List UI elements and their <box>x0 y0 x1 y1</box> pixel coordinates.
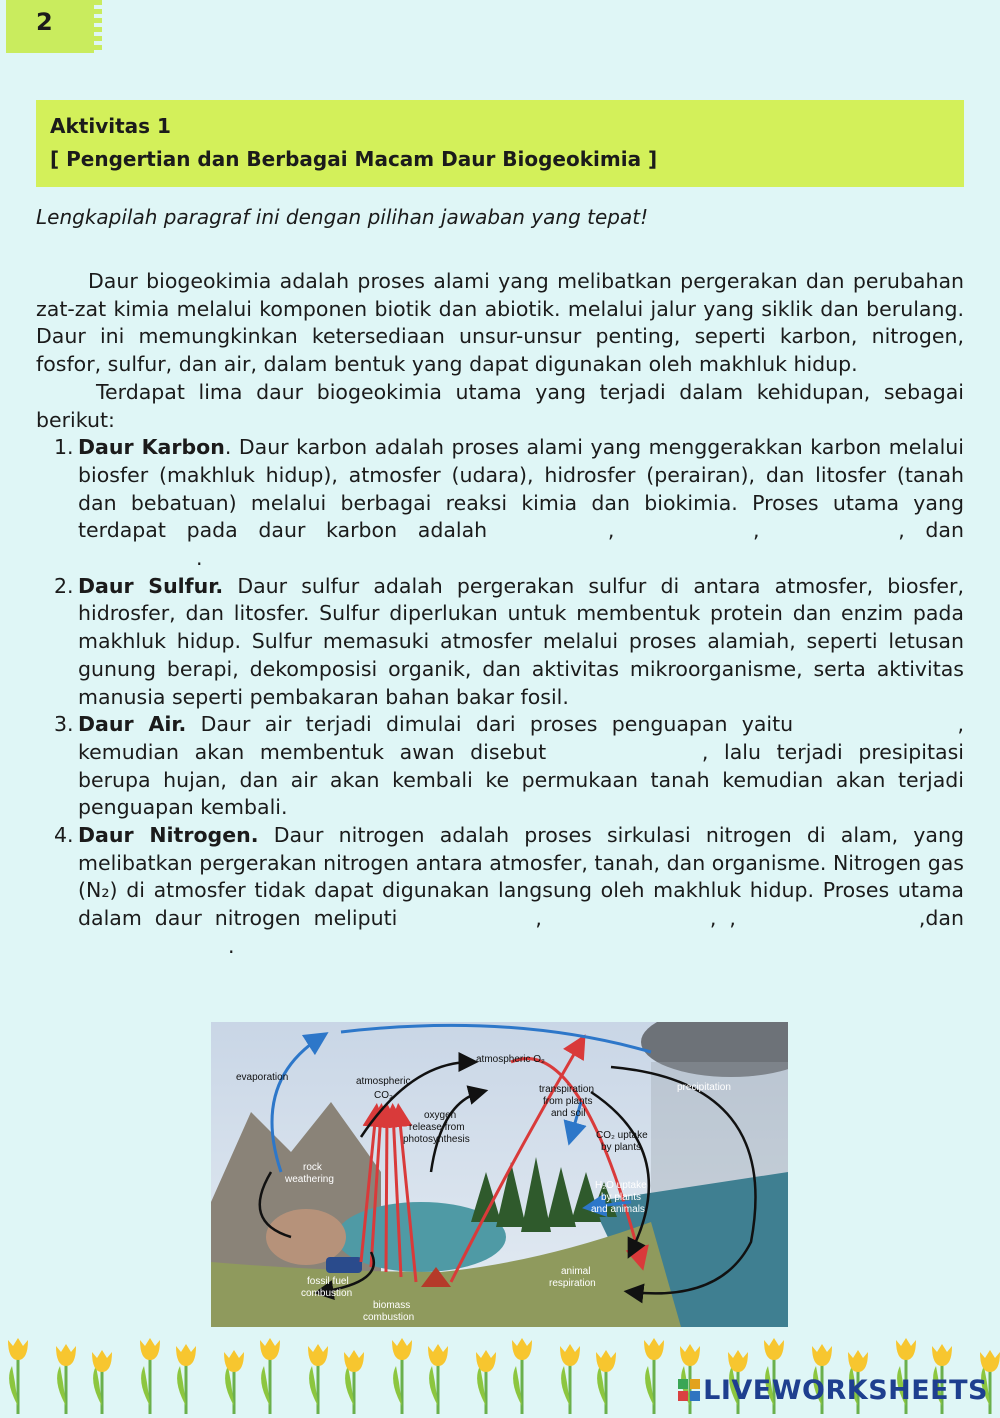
liveworksheets-icon <box>678 1379 700 1401</box>
activity-header <box>36 100 964 187</box>
label-animal-2: respiration <box>549 1278 596 1289</box>
paragraph-list-intro: Terdapat lima daur biogeokimia utama yang terjadi dalam kehidupan, sebagai berikut: <box>36 379 964 432</box>
label-oxygen-1: oxygen <box>424 1110 457 1121</box>
label-co2-uptake-2: by plants <box>601 1142 642 1153</box>
label-fossil-1: fossil fuel <box>307 1276 349 1287</box>
brand-text: LIVEWORKSHEETS <box>703 1375 988 1406</box>
activity-title: Aktivitas 1 <box>50 114 171 138</box>
item-punct: . <box>196 546 203 571</box>
label-atmospheric-o2: atmospheric O₂ <box>476 1054 545 1065</box>
item-number: 1. <box>54 435 74 460</box>
tulip-flower <box>260 1338 280 1360</box>
label-atmospheric-co2: atmospheric <box>356 1076 411 1087</box>
cycle-list <box>36 434 964 960</box>
liveworksheets-logo <box>678 1375 988 1406</box>
carbon-cycle-diagram <box>211 1022 788 1327</box>
item-text: Daur air terjadi dimulai dari proses penguapan yaitu <box>186 712 794 737</box>
label-h2o-1: H₂O uptake <box>595 1180 647 1191</box>
activity-subtitle: [ Pengertian dan Berbagai Macam Daur Biogeokimia ] <box>50 147 658 171</box>
label-co2-uptake-1: CO₂ uptake <box>596 1130 648 1141</box>
tulip-flower <box>392 1338 412 1360</box>
paragraph-intro: Daur biogeokimia adalah proses alami yang melibatkan pergerakan dan perubahan zat-zat kimia melalui komponen biotik dan abiotik. melalui jalur yang siklik dan berulang. Daur ini memungkinkan ketersediaan unsur-unsur penting, seperti karbon, nitrogen, fosfor, sulfur, dan air, dalam bentuk yang dapat digunakan oleh makhluk hidup. <box>36 269 964 377</box>
item-title: Daur Nitrogen. <box>78 823 259 848</box>
item-number: 2. <box>54 573 74 598</box>
page-number: 2 <box>36 8 53 36</box>
tulip-flower <box>680 1344 700 1366</box>
label-animal-1: animal <box>561 1266 591 1277</box>
tulip-flower <box>560 1344 580 1366</box>
item-punct: , <box>753 518 760 543</box>
label-transpiration-2: from plants <box>543 1096 593 1107</box>
label-h2o-3: and animals <box>591 1204 645 1215</box>
list-item-water <box>36 711 964 822</box>
car <box>326 1257 362 1273</box>
body-text <box>36 268 964 961</box>
tulip-flower <box>812 1344 832 1366</box>
item-punct: , <box>607 518 615 543</box>
item-punct: ,dan <box>918 906 964 931</box>
tulip-flower <box>56 1344 76 1366</box>
label-biomass-2: combustion <box>363 1312 415 1323</box>
item-punct: , <box>709 906 717 931</box>
item-text: . Daur karbon adalah proses alami yang menggerakkan karbon melalui biosfer (makhluk hidup), atmosfer (udara), hidrosfer (perairan), dan litosfer (tanah dan bebatuan) melalui berbagai reaksi kimia dan biokimia. Proses utama yang terdapat pada daur karbon adalah <box>78 435 964 543</box>
item-text: Daur nitrogen adalah proses sirkulasi nitrogen di alam, yang melibatkan pergerakan nitrogen antara atmosfer, tanah, dan organisme. Nitrogen gas (N₂) di atmosfer tidak dapat digunakan langsung oleh makhluk hidup. Proses utama dalam daur nitrogen meliputi <box>78 823 964 931</box>
label-fossil-2: combustion <box>301 1288 353 1299</box>
item-punct: , <box>729 906 736 931</box>
tulip-flower <box>8 1338 28 1360</box>
tulip-flower <box>896 1338 916 1360</box>
item-punct: , dan <box>898 518 964 543</box>
label-oxygen-2: release from <box>409 1122 465 1133</box>
item-punct: . <box>228 933 235 958</box>
item-punct: , <box>535 906 542 931</box>
label-biomass-1: biomass <box>373 1300 411 1311</box>
item-text: , kemudian akan membentuk awan disebut <box>78 712 964 764</box>
label-transpiration-3: and soil <box>551 1108 586 1119</box>
label-h2o-2: by plants <box>601 1192 642 1203</box>
label-oxygen-3: photosynthesis <box>403 1134 470 1145</box>
tulip-flower <box>308 1344 328 1366</box>
instruction-text: Lengkapilah paragraf ini dengan pilihan jawaban yang tepat! <box>36 205 649 229</box>
label-rock-2: weathering <box>285 1174 334 1185</box>
list-item-nitrogen <box>36 822 964 961</box>
item-title: Daur Sulfur. <box>78 573 224 598</box>
tulip-flower <box>932 1344 952 1366</box>
label-co2: CO₂ <box>374 1090 393 1101</box>
item-title: Daur Air. <box>78 712 187 737</box>
tulip-flower <box>764 1338 784 1360</box>
item-title: Daur Karbon <box>78 435 225 460</box>
tulip-flower <box>512 1338 532 1360</box>
label-transpiration-1: transpiration <box>539 1084 595 1095</box>
rock <box>266 1209 346 1265</box>
tulip-flower <box>644 1338 664 1360</box>
tulip-border <box>0 1326 1000 1414</box>
list-item-sulfur <box>36 573 964 712</box>
item-text: , lalu terjadi presipitasi berupa hujan, dan air akan kembali ke permukaan tanah kemudian akan terjadi penguapan kembali. <box>78 739 964 820</box>
tulip-flower <box>428 1344 448 1366</box>
item-number: 4. <box>54 823 74 848</box>
item-number: 3. <box>54 712 74 737</box>
page-number-tab <box>6 0 94 53</box>
tulip-flower <box>140 1338 160 1360</box>
tulip-flower <box>176 1344 196 1366</box>
label-rock-1: rock <box>303 1162 322 1173</box>
label-evaporation: evaporation <box>236 1072 289 1083</box>
label-precipitation: precipitation <box>677 1082 731 1093</box>
item-text: Daur sulfur adalah pergerakan sulfur di antara atmosfer, biosfer, hidrosfer, dan litosfer. Sulfur diperlukan untuk membentuk protein dan enzim pada makhluk hidup. Sulfur memasuki atmosfer melalui proses alamiah, seperti letusan gunung berapi, dekomposisi organik, dan aktivitas mikroorganisme, serta aktivitas manusia seperti pembakaran bahan bakar fosil. <box>78 573 964 709</box>
list-item-carbon <box>36 434 964 573</box>
